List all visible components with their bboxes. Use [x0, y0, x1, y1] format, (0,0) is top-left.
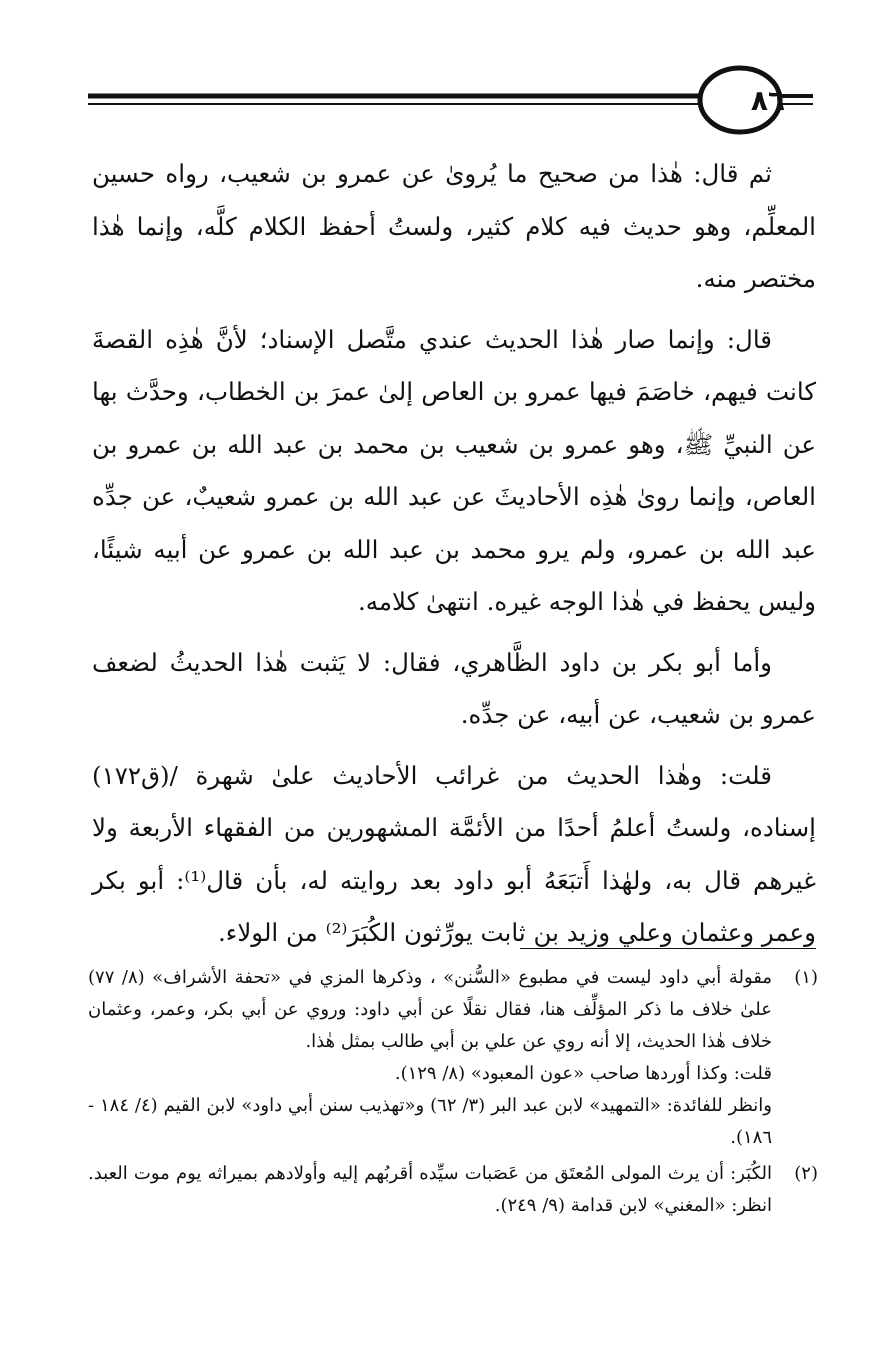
main-text — [92, 148, 816, 968]
body-paragraph: ثم قال: هٰذا من صحيح ما يُروىٰ عن عمرو بن شعيب، رواه حسين المعلِّم، وهو حديث فيه كلام كثير، ولستُ أحفظ الكلام كلَّه، وإنما هٰذا مختصر منه. — [92, 159, 816, 293]
footnote-number: (١) — [794, 967, 818, 988]
page-header — [88, 60, 818, 140]
footnote-line: قلت: وكذا أوردها صاحب «عون المعبود» (٨/ ١٢٩). — [394, 1063, 772, 1084]
body-paragraph: قلت: وهٰذا الحديث من غرائب الأحاديث علىٰ شهرة /(ق١٧٢) إسناده، ولستُ أعلمُ أحدًا من الأئمَّة المشهورين من الفقهاء الأربعة ولا غيرهم قال به، ولهٰذا أَتبَعَهُ أبو داود بعد روايته له، بأن قال⁽¹⁾: أبو بكر وعمر وعثمان وعلي وزيد بن ثابت يورِّثون الكُبَرَ⁽²⁾ من الولاء. — [92, 760, 816, 947]
footnote-number: (٢) — [794, 1163, 818, 1184]
footnote-line: الكُبَر: أن يرث المولى المُعتَق من عَصَبات سيِّده أقربُهم إليه وأولادهم بميراثه يوم موت العبد. انظر: «المغني» لابن قدامة (٩/ ٢٤٩). — [88, 1163, 772, 1216]
footnote-line: مقولة أبي داود ليست في مطبوع «السُّنن» ، وذكرها المزي في «تحفة الأشراف» (٨/ ٧٧) علىٰ خلاف ما ذكر المؤلِّف هنا، فقال نقلًا عن أبي داود: وروي عن أبي بكر، وعمر، وعثمان خلاف هٰذا الحديث، إلا أنه روي عن علي بن أبي طالب بمثل هٰذا. — [88, 967, 772, 1052]
footnote-2 — [88, 1158, 818, 1222]
footnote-line: وانظر للفائدة: «التمهيد» لابن عبد البر (٣/ ٦٢) و«تهذيب سنن أبي داود» لابن القيم (٤/ ١٨٤ - ١٨٦). — [88, 1095, 773, 1148]
page-number: ٨٦ — [750, 84, 786, 117]
body-paragraph: وأما أبو بكر بن داود الظَّاهري، فقال: لا يَثبت هٰذا الحديثُ لضعف عمرو بن شعيب، عن أبيه، عن جدِّه. — [92, 647, 816, 729]
body-paragraph: قال: وإنما صار هٰذا الحديث عندي متَّصل الإسناد؛ لأنَّ هٰذِه القصةَ كانت فيهم، خاصَمَ فيها عمرو بن العاص إلىٰ عمرَ بن الخطاب، وحدَّث بها عن النبيِّ ﷺ، وهو عمرو بن شعيب بن محمد بن عبد الله بن عمرو بن العاص، وإنما روىٰ هٰذِه الأحاديثَ عن عبد الله بن عمرو شعيبٌ، عن جدِّه عبد الله بن عمرو، ولم يرو محمد بن عبد الله بن عمرو عن أبيه شيئًا، وليس يحفظ في هٰذا الوجه غيره. انتهىٰ كلامه. — [92, 324, 816, 616]
header-rule-ornament — [88, 60, 818, 140]
footnotes — [88, 962, 818, 1226]
footnote-separator — [520, 948, 816, 949]
footnote-1 — [88, 962, 818, 1154]
